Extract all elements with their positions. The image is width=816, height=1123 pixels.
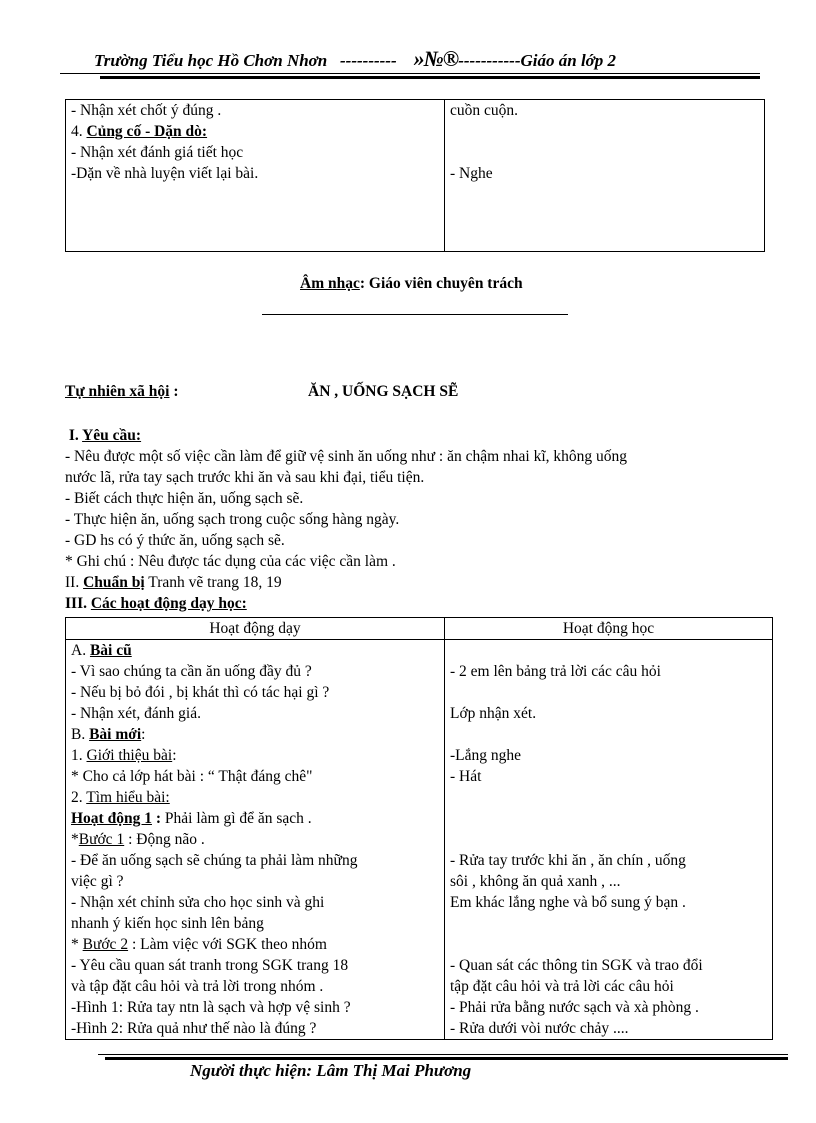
requirement-item: - Thực hiện ăn, uống sạch trong cuộc sống hàng ngày.	[65, 511, 400, 528]
teacher-line: * Bước 2 : Làm việc với SGK theo nhóm	[71, 936, 327, 953]
grade-label: Giáo án lớp 2	[520, 51, 617, 70]
subject-label-line: Tự nhiên xã hội :	[65, 383, 179, 400]
student-line: - Phải rửa bằng nước sạch và xà phòng .	[450, 999, 699, 1016]
requirements-heading: I. Yêu cầu:	[68, 427, 142, 444]
text-line: - Nghe	[450, 165, 493, 182]
student-column	[445, 640, 773, 1040]
header-logo: »№®	[413, 46, 459, 71]
requirement-item: - GD hs có ý thức ăn, uống sạch sẽ.	[65, 532, 285, 549]
teacher-line: - Vì sao chúng ta cần ăn uống đầy đủ ?	[71, 663, 312, 680]
music-line: Âm nhạc: Giáo viên chuyên trách	[300, 275, 523, 292]
top-table	[65, 99, 765, 252]
student-line: -Lắng nghe	[450, 747, 522, 764]
teacher-line: - Nhận xét, đánh giá.	[71, 705, 201, 722]
teacher-line: -Hình 2: Rửa quả như thế nào là đúng ?	[71, 1020, 317, 1037]
text-line: - Nhận xét chốt ý đúng .	[71, 102, 222, 119]
teacher-line: - Yêu cầu quan sát tranh trong SGK trang 18	[71, 957, 349, 974]
page-header	[94, 48, 616, 71]
student-line: Lớp nhận xét.	[450, 705, 537, 722]
teacher-line: B. Bài mới:	[71, 726, 146, 743]
teacher-line: và tập đặt câu hỏi và trả lời trong nhóm .	[71, 978, 324, 995]
requirements	[65, 425, 627, 614]
teacher-line: 2. Tìm hiểu bài:	[71, 789, 170, 806]
prep-line: II. Chuẩn bị Tranh vẽ trang 18, 19	[65, 574, 282, 591]
header-rule-thin	[60, 73, 760, 74]
teacher-line: *Bước 1 : Động não .	[71, 831, 205, 848]
section-4-heading: 4. Củng cố - Dặn dò:	[71, 123, 208, 140]
text-line: - Nhận xét đánh giá tiết học	[71, 144, 244, 161]
teacher-line: 1. Giới thiệu bài:	[71, 747, 177, 764]
student-line: - 2 em lên bảng trả lời các câu hỏi	[450, 663, 661, 680]
requirement-item: - Nêu được một số việc cần làm để giữ vệ sinh ăn uống như : ăn chậm nhai kĩ, không uống	[65, 448, 628, 465]
requirement-item: - Biết cách thực hiện ăn, uống sạch sẽ.	[65, 490, 304, 507]
student-line: - Rửa dưới vòi nước chảy ....	[450, 1020, 629, 1037]
header-rule-thick	[100, 76, 760, 79]
teacher-line: Hoạt động 1 : Phải làm gì để ăn sạch .	[71, 810, 312, 827]
student-line: - Hát	[450, 768, 482, 785]
teacher-column	[66, 640, 445, 1040]
header-dashes: ----------	[340, 51, 397, 70]
student-line: - Rửa tay trước khi ăn , ăn chín , uống	[450, 852, 686, 869]
col-header-student: Hoạt động học	[445, 618, 773, 640]
teacher-line: - Để ăn uống sạch sẽ chúng ta phải làm những	[71, 852, 358, 869]
text-line: cuồn cuộn.	[450, 102, 519, 119]
col-header-teacher: Hoạt động dạy	[66, 618, 445, 640]
teacher-line: - Nhận xét chỉnh sửa cho học sinh và ghi	[71, 894, 325, 911]
header-dashes-2: -----------	[458, 51, 521, 70]
activities-heading: III. Các hoạt động dạy học:	[65, 595, 247, 612]
school-name: Trường Tiểu học Hồ Chơn Nhơn	[94, 51, 328, 70]
student-line	[450, 913, 767, 934]
student-line	[450, 787, 767, 808]
student-line	[450, 934, 767, 955]
subject-label: Tự nhiên xã hội	[65, 383, 170, 400]
requirement-item: * Ghi chú : Nêu được tác dụng của các việc cần làm .	[65, 553, 396, 570]
teacher-line: * Cho cả lớp hát bài : “ Thật đáng chê"	[71, 768, 313, 785]
activities-table	[65, 617, 773, 1040]
top-table-right	[445, 100, 765, 252]
student-line	[450, 808, 767, 829]
student-line	[450, 682, 767, 703]
student-line: Em khác lắng nghe và bổ sung ý bạn .	[450, 894, 686, 911]
teacher-line: việc gì ?	[71, 873, 124, 890]
teacher-line: nhanh ý kiến học sinh lên bảng	[71, 915, 264, 932]
teacher-line: -Hình 1: Rửa tay ntn là sạch và hợp vệ sinh ?	[71, 999, 351, 1016]
student-line	[450, 724, 767, 745]
top-table-left	[66, 100, 445, 252]
student-line: - Quan sát các thông tin SGK và trao đổi	[450, 957, 703, 974]
footer-rule-thin	[98, 1054, 788, 1055]
student-line	[450, 640, 767, 661]
teacher-line: A. Bài cũ	[71, 642, 132, 659]
text-line: -Dặn về nhà luyện viết lại bài.	[71, 165, 259, 182]
student-line	[450, 829, 767, 850]
music-rule	[262, 314, 568, 315]
teacher-line: - Nếu bị bỏ đói , bị khát thì có tác hại gì ?	[71, 684, 330, 701]
student-line: tập đặt câu hỏi và trả lời các câu hỏi	[450, 978, 674, 995]
footer-author: Người thực hiện: Lâm Thị Mai Phương	[190, 1061, 472, 1080]
requirement-item: nước lã, rửa tay sạch trước khi ăn và sau khi đại, tiểu tiện.	[65, 469, 425, 486]
student-line: sôi , không ăn quả xanh , ...	[450, 873, 621, 890]
music-label: Âm nhạc	[300, 275, 360, 292]
lesson-title: ĂN , UỐNG SẠCH SẼ	[308, 383, 459, 400]
